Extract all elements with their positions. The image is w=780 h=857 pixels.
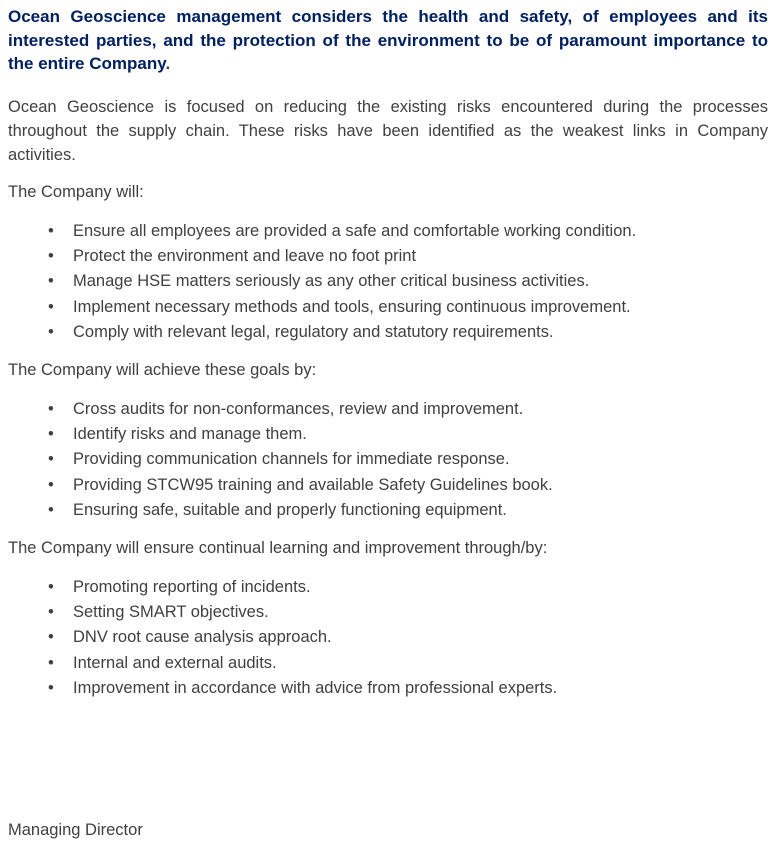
list-item-text: Internal and external audits. <box>73 653 277 672</box>
list-item <box>48 600 768 625</box>
list-item-text: Protect the environment and leave no foot print <box>73 246 417 265</box>
list-item <box>48 397 768 422</box>
list-item <box>48 320 768 345</box>
list-item-text: Improvement in accordance with advice from professional experts. <box>73 679 558 698</box>
section-learning-lead: The Company will ensure continual learning and improvement through/by: <box>8 538 548 557</box>
list-item <box>48 651 768 676</box>
list-item <box>48 269 768 294</box>
list-item <box>48 498 768 523</box>
bullet-icon: • <box>48 221 54 240</box>
bullet-icon: • <box>48 450 54 469</box>
list-item-text: Manage HSE matters seriously as any other critical business activities. <box>73 272 590 291</box>
list-item <box>48 244 768 269</box>
list-item-text: DNV root cause analysis approach. <box>73 628 332 647</box>
bullet-icon: • <box>48 628 54 647</box>
list-item-text: Ensure all employees are provided a safe and comfortable working condition. <box>73 221 637 240</box>
bullet-icon: • <box>48 602 54 621</box>
list-item <box>48 422 768 447</box>
section-learning-list <box>8 575 768 702</box>
list-item-text: Setting SMART objectives. <box>73 602 269 621</box>
section-goals-lead: The Company will achieve these goals by: <box>8 360 317 379</box>
section-commitments-lead: The Company will: <box>8 182 144 201</box>
list-item-text: Providing STCW95 training and available Safety Guidelines book. <box>73 475 553 494</box>
bullet-icon: • <box>48 679 54 698</box>
intro-paragraph: Ocean Geoscience is focused on reducing the existing risks encountered during the processes throughout the supply chain. These risks have been identified as the weakest links in Company activities. <box>8 97 768 164</box>
list-item <box>48 625 768 650</box>
list-item <box>48 295 768 320</box>
section-commitments-list <box>8 219 768 346</box>
bullet-icon: • <box>48 577 54 596</box>
list-item-text: Cross audits for non-conformances, review and improvement. <box>73 399 524 418</box>
signature-title: Managing Director <box>8 820 143 839</box>
section-goals-list <box>8 397 768 524</box>
bullet-icon: • <box>48 653 54 672</box>
bullet-icon: • <box>48 501 54 520</box>
list-item <box>48 219 768 244</box>
list-item <box>48 473 768 498</box>
bullet-icon: • <box>48 246 54 265</box>
policy-heading-text: Ocean Geoscience management considers the health and safety, of employees and its interested parties, and the protection of the environment to be of paramount importance to the entire Company <box>8 7 768 73</box>
bullet-icon: • <box>48 399 54 418</box>
list-item-text: Implement necessary methods and tools, ensuring continuous improvement. <box>73 297 631 316</box>
policy-heading-period: . <box>165 54 171 73</box>
bullet-icon: • <box>48 272 54 291</box>
list-item <box>48 447 768 472</box>
list-item <box>48 575 768 600</box>
policy-heading <box>8 5 768 76</box>
list-item-text: Promoting reporting of incidents. <box>73 577 311 596</box>
bullet-icon: • <box>48 297 54 316</box>
list-item-text: Comply with relevant legal, regulatory and statutory requirements. <box>73 323 554 342</box>
list-item-text: Identify risks and manage them. <box>73 424 307 443</box>
list-item-text: Providing communication channels for immediate response. <box>73 450 510 469</box>
list-item <box>48 676 768 701</box>
bullet-icon: • <box>48 424 54 443</box>
list-item-text: Ensuring safe, suitable and properly functioning equipment. <box>73 501 507 520</box>
bullet-icon: • <box>48 323 54 342</box>
bullet-icon: • <box>48 475 54 494</box>
